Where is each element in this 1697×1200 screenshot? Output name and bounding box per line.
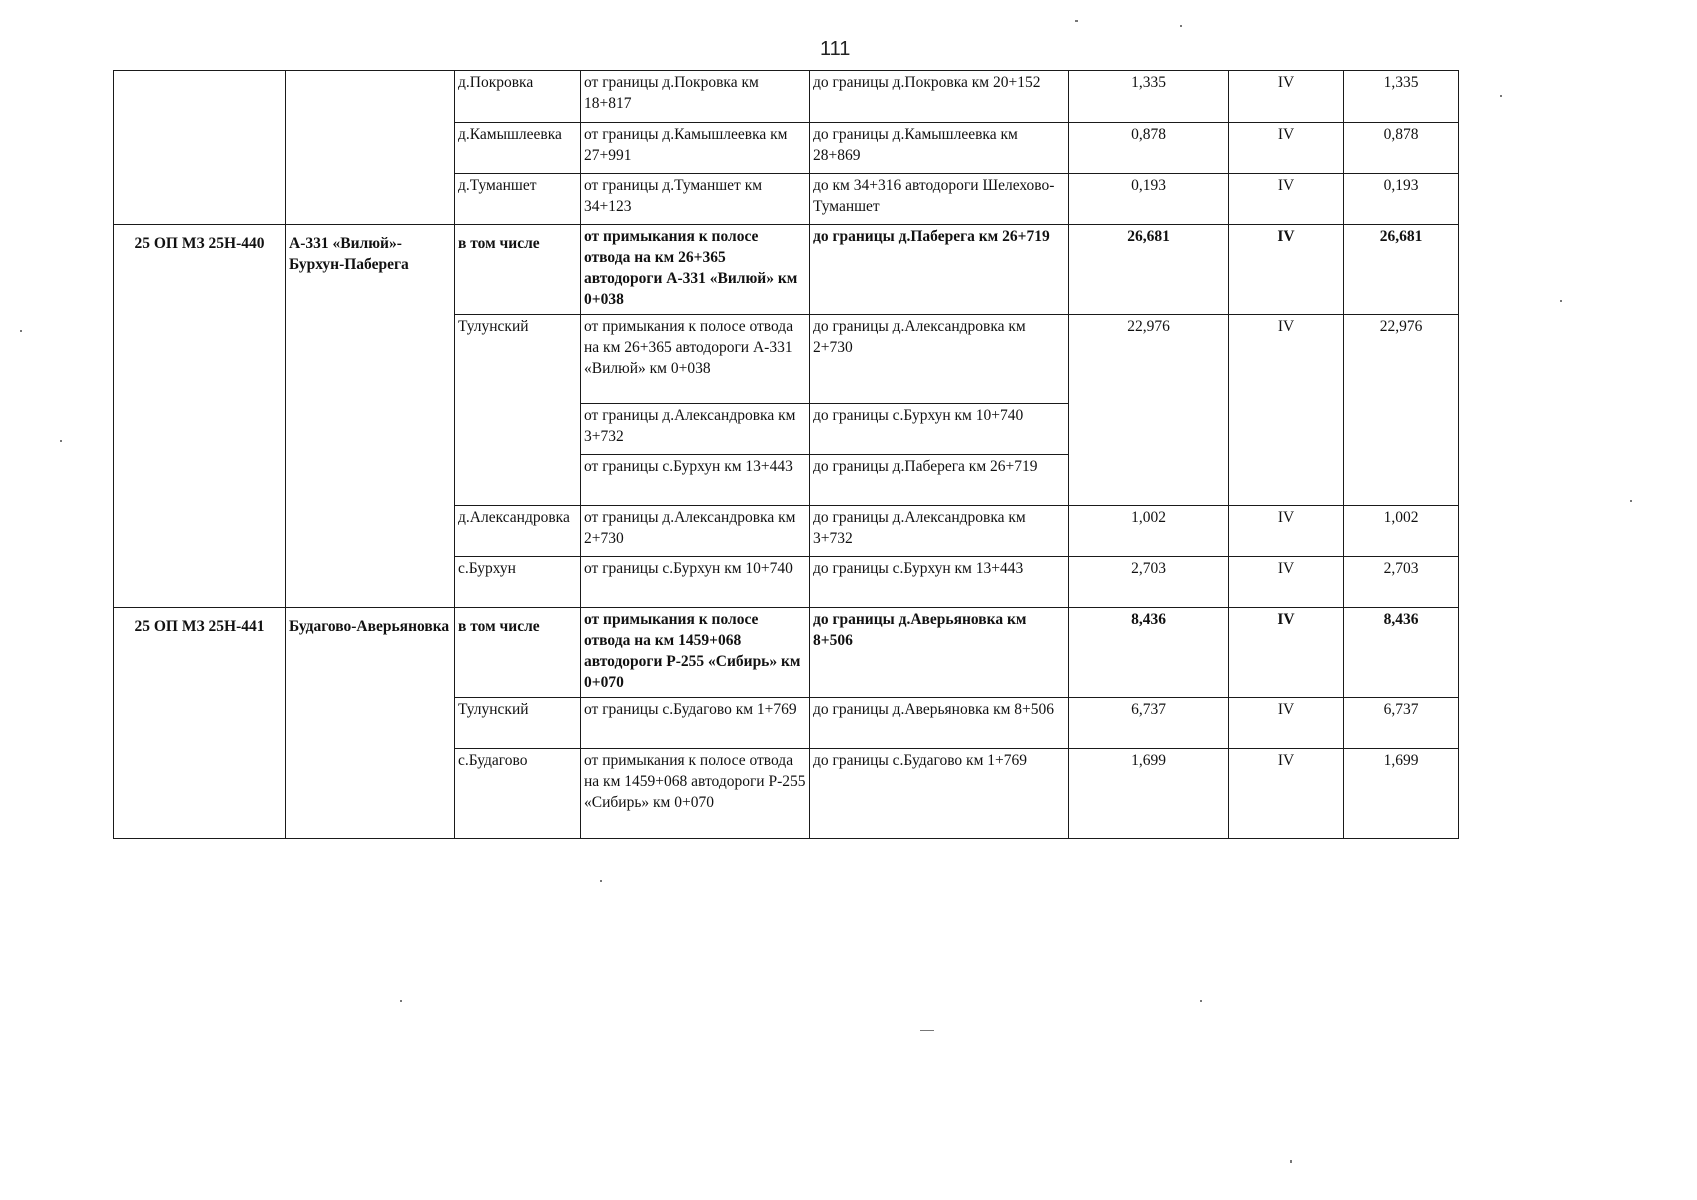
length-total-cell: 26,681 <box>1344 225 1459 315</box>
road-name-cell: А-331 «Вилюй»-Бурхун-Паберега <box>286 225 455 608</box>
location-cell: в том числе <box>455 225 581 315</box>
category-cell: IV <box>1229 315 1344 506</box>
from-cell: от примыкания к полосе отвода на км 1459+068 автодороги Р-255 «Сибирь» км 0+070 <box>581 749 810 839</box>
location-cell: с.Бурхун <box>455 557 581 608</box>
category-cell: IV <box>1229 557 1344 608</box>
table-row <box>114 71 1459 123</box>
road-name-cell <box>286 71 455 225</box>
location-cell: с.Будагово <box>455 749 581 839</box>
length-total-cell: 6,737 <box>1344 698 1459 749</box>
location-cell: д.Покровка <box>455 71 581 123</box>
from-cell: от границы д.Туманшет км 34+123 <box>581 174 810 225</box>
length-total-cell: 0,878 <box>1344 123 1459 174</box>
road-name-cell: Будагово-Аверьяновка <box>286 608 455 839</box>
length-cell: 0,193 <box>1069 174 1229 225</box>
from-cell: от границы д.Покровка км 18+817 <box>581 71 810 123</box>
to-cell: до границы д.Александровка км 3+732 <box>810 506 1069 557</box>
category-cell: IV <box>1229 174 1344 225</box>
length-cell: 1,002 <box>1069 506 1229 557</box>
category-cell: IV <box>1229 123 1344 174</box>
from-cell: от примыкания к полосе отвода на км 26+365 автодороги А-331 «Вилюй» км 0+038 <box>581 225 810 315</box>
from-cell: от границы д.Камышлеевка км 27+991 <box>581 123 810 174</box>
category-cell: IV <box>1229 749 1344 839</box>
length-total-cell: 1,002 <box>1344 506 1459 557</box>
table-row <box>114 225 1459 315</box>
location-cell: Тулунский <box>455 315 581 506</box>
category-cell: IV <box>1229 225 1344 315</box>
length-total-cell: 1,335 <box>1344 71 1459 123</box>
to-cell: до границы д.Камышлеевка км 28+869 <box>810 123 1069 174</box>
length-total-cell: 22,976 <box>1344 315 1459 506</box>
location-cell: д.Александровка <box>455 506 581 557</box>
to-cell: до границы д.Аверьяновка км 8+506 <box>810 608 1069 698</box>
length-cell: 6,737 <box>1069 698 1229 749</box>
location-cell: д.Камышлеевка <box>455 123 581 174</box>
from-cell: от границы д.Александровка км 2+730 <box>581 506 810 557</box>
page-number: 111 <box>820 38 851 60</box>
from-cell: от границы с.Бурхун км 10+740 <box>581 557 810 608</box>
category-cell: IV <box>1229 608 1344 698</box>
category-cell: IV <box>1229 71 1344 123</box>
from-cell: от примыкания к полосе отвода на км 1459+068 автодороги Р-255 «Сибирь» км 0+070 <box>581 608 810 698</box>
length-total-cell: 2,703 <box>1344 557 1459 608</box>
roads-table <box>113 70 1459 839</box>
category-cell: IV <box>1229 698 1344 749</box>
length-total-cell: 8,436 <box>1344 608 1459 698</box>
from-cell: от примыкания к полосе отвода на км 26+365 автодороги А-331 «Вилюй» км 0+038 <box>581 315 810 404</box>
to-cell: до границы с.Будагово км 1+769 <box>810 749 1069 839</box>
length-cell: 22,976 <box>1069 315 1229 506</box>
location-cell: в том числе <box>455 608 581 698</box>
to-cell: до границы д.Паберега км 26+719 <box>810 455 1069 506</box>
road-code-cell: 25 ОП МЗ 25Н-440 <box>114 225 286 608</box>
to-cell: до границы с.Бурхун км 13+443 <box>810 557 1069 608</box>
from-cell: от границы с.Будагово км 1+769 <box>581 698 810 749</box>
table-row <box>114 608 1459 698</box>
location-cell: Тулунский <box>455 698 581 749</box>
from-cell: от границы д.Александровка км 3+732 <box>581 404 810 455</box>
length-total-cell: 0,193 <box>1344 174 1459 225</box>
length-cell: 8,436 <box>1069 608 1229 698</box>
length-cell: 1,699 <box>1069 749 1229 839</box>
category-cell: IV <box>1229 506 1344 557</box>
to-cell: до км 34+316 автодороги Шелехово-Туманшет <box>810 174 1069 225</box>
to-cell: до границы д.Аверьяновка км 8+506 <box>810 698 1069 749</box>
to-cell: до границы д.Паберега км 26+719 <box>810 225 1069 315</box>
length-cell: 0,878 <box>1069 123 1229 174</box>
road-code-cell <box>114 71 286 225</box>
length-total-cell: 1,699 <box>1344 749 1459 839</box>
from-cell: от границы с.Бурхун км 13+443 <box>581 455 810 506</box>
length-cell: 2,703 <box>1069 557 1229 608</box>
to-cell: до границы д.Александровка км 2+730 <box>810 315 1069 404</box>
to-cell: до границы д.Покровка км 20+152 <box>810 71 1069 123</box>
length-cell: 1,335 <box>1069 71 1229 123</box>
road-code-cell: 25 ОП МЗ 25Н-441 <box>114 608 286 839</box>
to-cell: до границы с.Бурхун км 10+740 <box>810 404 1069 455</box>
length-cell: 26,681 <box>1069 225 1229 315</box>
location-cell: д.Туманшет <box>455 174 581 225</box>
